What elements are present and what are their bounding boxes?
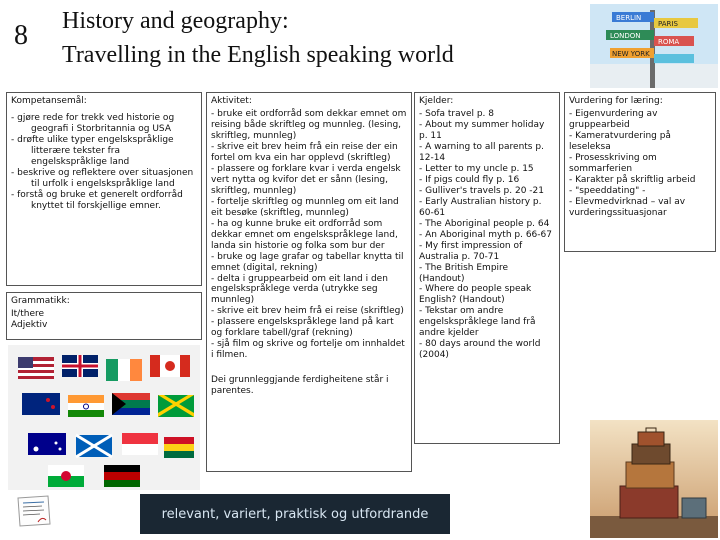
aktivitet-item: - skrive eit brev heim frå ei reise (skriftleg) (211, 306, 404, 317)
kjelder-box (414, 92, 560, 444)
flag-wales (48, 465, 84, 487)
kjelder-item: - Sofa travel p. 8 (419, 108, 495, 119)
kompetansemal-heading: Kompetansemål: (11, 96, 87, 106)
aktivitet-note: Dei grunnleggjande ferdigheitene står i parentes. (211, 375, 389, 397)
grammatikk-item: Adjektiv (11, 319, 48, 330)
vurdering-box (564, 92, 716, 252)
flag-india (68, 395, 104, 417)
grammatikk-heading: Grammatikk: (11, 296, 70, 306)
flag-ghana (164, 437, 194, 458)
kjelder-item: - If pigs could fly p. 16 (419, 174, 520, 185)
vurdering-item: - Prosesskriving om sommarferien (569, 152, 657, 174)
flag-usa (18, 357, 54, 379)
banner-text: relevant, variert, praktisk og utfordrande (161, 506, 429, 522)
kjelder-item: - The British Empire (Handout) (419, 262, 509, 284)
aktivitet-box (206, 92, 412, 472)
kjelder-item: - My first impression of Australia p. 70-71 (419, 240, 523, 262)
aktivitet-item: - fortelje skriftleg og munnleg om eit land eit besøke (skriftleg, munnleg) (211, 196, 399, 218)
suitcase (620, 486, 678, 518)
suitcase (632, 444, 670, 464)
flag-uk (62, 355, 98, 377)
sign-label: BERLIN (616, 14, 642, 22)
suitcase (626, 462, 674, 488)
sign-board (654, 54, 694, 63)
grammatikk-box (6, 292, 202, 340)
kjelder-item: - Where do people speak English? (Handout) (419, 284, 532, 306)
aktivitet-item: - bruke og lage grafar og tabellar knytta til emnet (digital, rekning) (211, 251, 404, 273)
kjelder-heading: Kjelder: (419, 96, 454, 106)
kjelder-item: - 80 days around the world (2004) (419, 339, 541, 361)
kompetansemal-box (6, 92, 202, 286)
kjelder-item: - About my summer holiday p. 11 (419, 119, 545, 141)
kjelder-item: - Letter to my uncle p. 15 (419, 163, 534, 174)
flag-canada (150, 355, 190, 377)
aktivitet-item: - delta i gruppearbeid om eit land i den engelskspråklege verda (utrykke seg munnleg) (211, 273, 388, 306)
vurdering-item: - Karakter på skriftlig arbeid (569, 174, 696, 185)
vurdering-item: - Eigenvurdering av gruppearbeid (569, 108, 658, 130)
flags-image (8, 345, 200, 490)
kompetansemal-item: - forstå og bruke et generelt ordforråd knyttet til forskjellige emner. (11, 189, 183, 211)
aktivitet-item: - bruke eit ordforråd som dekkar emnet om reising både skriftleg og munnleg. (lesing, skriftleg, munnleg) (211, 108, 407, 141)
aktivitet-item: - plassere og forklare kvar i verda engelsk vert nytta og kvifor det er sånn (lesing, skriftleg, munnleg) (211, 163, 401, 196)
kjelder-item: - The Aboriginal people p. 64 (419, 218, 550, 229)
vurdering-item: - "speeddating" - (569, 185, 646, 196)
grammatikk-item: It/there (11, 308, 45, 319)
kjelder-item: - Early Australian history p. 60-61 (419, 196, 542, 218)
aktivitet-item: - ha og kunne bruke eit ordforråd som dekkar emnet om engelskspråklege land, landa sin historie og folka som bur der (211, 218, 398, 251)
slide-number: 8 (14, 20, 28, 51)
suitcase (638, 432, 664, 446)
kjelder-item: - An Aboriginal myth p. 66-67 (419, 229, 552, 240)
kompetansemal-item: - drøfte ulike typer engelskspråklige litterære tekster fra engelskspråklige land (11, 134, 174, 167)
page-title-line-2: Travelling in the English speaking world (62, 42, 454, 68)
vurdering-item: - Elevmedvirknad – val av vurderingssituasjonar (569, 196, 686, 218)
vurdering-heading: Vurdering for læring: (569, 96, 663, 106)
vurdering-item: - Kameratvurdering på leseleksa (569, 130, 671, 152)
suitcase (682, 498, 706, 518)
sign-label: LONDON (610, 32, 641, 40)
kjelder-item: - Tekstar om andre engelskspråklege land frå andre kjelder (419, 306, 536, 339)
kjelder-item: - A warning to all parents p. 12-14 (419, 141, 544, 163)
flag-singapore (122, 433, 158, 455)
flag-new-zealand (22, 393, 60, 415)
kompetansemal-item: - gjøre rede for trekk ved historie og geografi i Storbritannia og USA (11, 112, 175, 134)
flag-kenya (104, 465, 140, 487)
flag-ireland (106, 359, 142, 381)
aktivitet-heading: Aktivitet: (211, 96, 252, 106)
kjelder-item: - Gulliver's travels p. 20 -21 (419, 185, 544, 196)
kompetansemal-item: - beskrive og reflektere over situasjonen til urfolk i engelskspråklige land (11, 167, 194, 189)
aktivitet-item: - plassere engelskspråklege land på kart og forklare tabell/graf (rekning) (211, 317, 394, 339)
page-title-line-1: History and geography: (62, 8, 289, 34)
bottom-banner (140, 494, 450, 534)
aktivitet-item: - skrive eit brev heim frå ein reise der ein fortel om kva ein har opplevd (skriftleg) (211, 141, 398, 163)
suitcases-image (590, 420, 718, 538)
flag-scotland (76, 435, 112, 457)
sign-label: PARIS (658, 20, 678, 28)
flag-south-africa (112, 393, 150, 415)
document-thumbnail-image (14, 494, 54, 528)
flag-australia (28, 433, 66, 455)
sign-label: NEW YORK (612, 50, 650, 58)
flag-jamaica (158, 395, 194, 417)
sign-label: ROMA (658, 38, 680, 46)
aktivitet-item: - sjå film og skrive og fortelje om innhaldet i filmen. (211, 339, 405, 361)
signpost-image (590, 4, 718, 88)
